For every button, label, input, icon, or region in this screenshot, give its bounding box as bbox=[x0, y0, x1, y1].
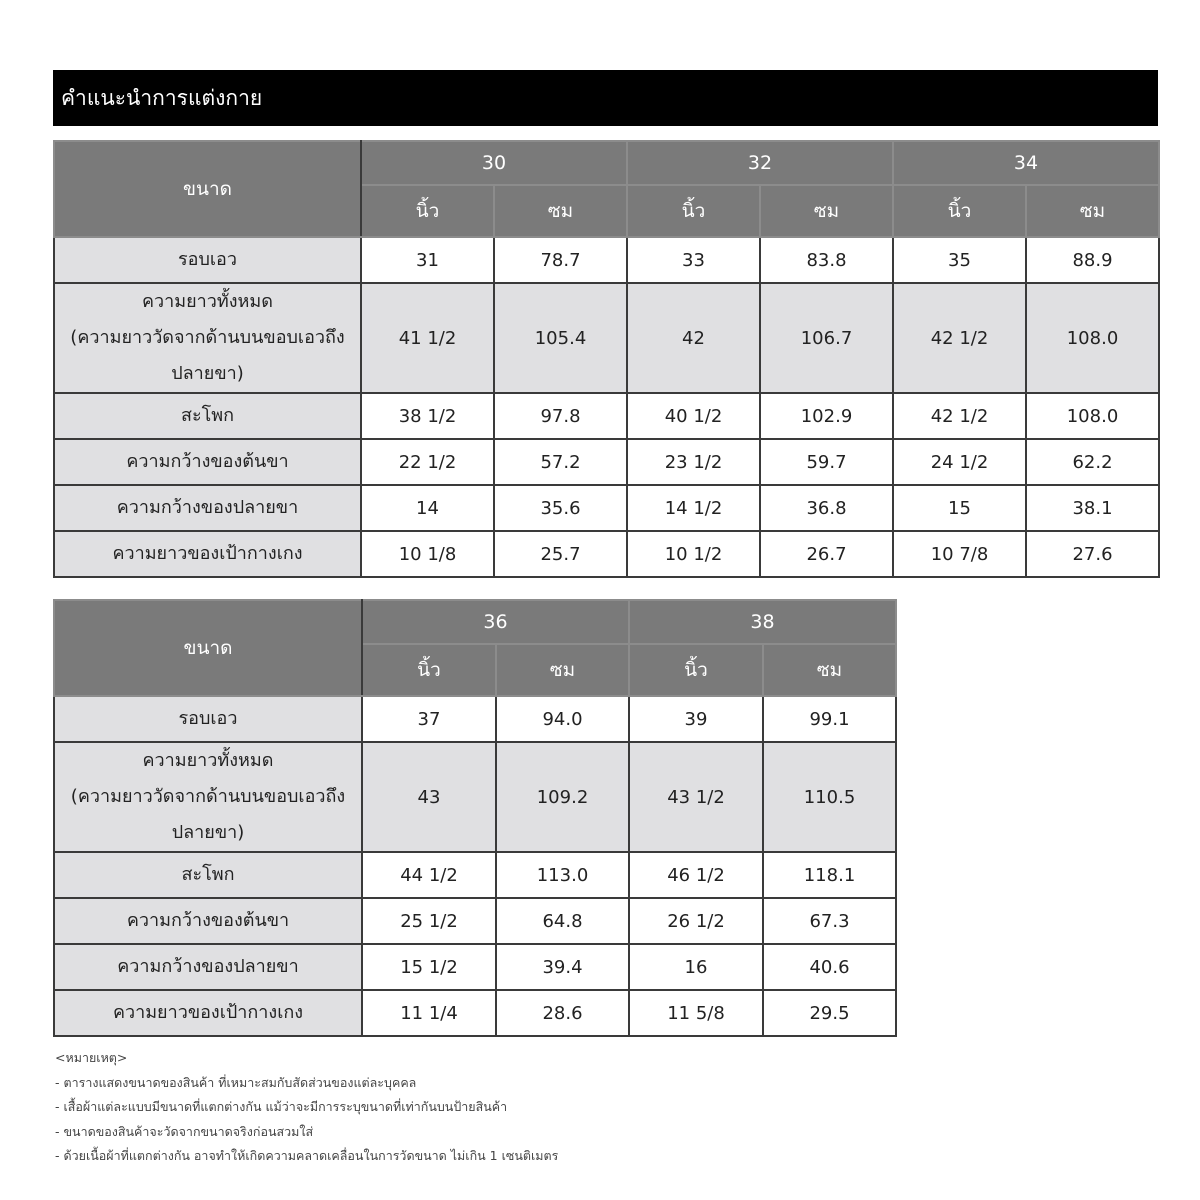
unit-cm-header: ซม bbox=[1026, 185, 1159, 237]
table-cell: 59.7 bbox=[760, 439, 893, 485]
unit-cm-header: ซม bbox=[494, 185, 627, 237]
table-cell: 118.1 bbox=[763, 852, 896, 898]
row-label-line: (ความยาววัดจากด้านบนขอบเอวถึง bbox=[70, 786, 346, 807]
size-column-header: 32 bbox=[627, 141, 893, 185]
row-label bbox=[54, 852, 362, 898]
table-cell: 24 1/2 bbox=[893, 439, 1026, 485]
table-cell: 28.6 bbox=[496, 990, 629, 1036]
table-cell: 46 1/2 bbox=[629, 852, 763, 898]
size-chart-table-1 bbox=[53, 140, 1160, 578]
table-cell: 23 1/2 bbox=[627, 439, 760, 485]
row-label-line: (ความยาววัดจากด้านบนขอบเอวถึง bbox=[70, 327, 345, 348]
table-row bbox=[54, 990, 896, 1036]
row-label bbox=[54, 485, 361, 531]
table-cell: 94.0 bbox=[496, 696, 629, 742]
table-cell: 26.7 bbox=[760, 531, 893, 577]
table-cell: 35 bbox=[893, 237, 1026, 283]
row-label-line: สะโพก bbox=[181, 864, 235, 885]
table-cell: 29.5 bbox=[763, 990, 896, 1036]
row-label-line: ปลายขา) bbox=[171, 822, 245, 843]
table-cell: 106.7 bbox=[760, 283, 893, 393]
row-label-line: ความกว้างของต้นขา bbox=[126, 451, 289, 472]
table-row bbox=[54, 393, 1159, 439]
row-label bbox=[54, 283, 361, 393]
table-cell: 105.4 bbox=[494, 283, 627, 393]
table-cell: 39 bbox=[629, 696, 763, 742]
unit-inch-header: นิ้ว bbox=[362, 644, 496, 696]
table-cell: 99.1 bbox=[763, 696, 896, 742]
note-line: - ขนาดของสินค้าจะวัดจากขนาดจริงก่อนสวมใส่ bbox=[55, 1123, 314, 1139]
table-cell: 40.6 bbox=[763, 944, 896, 990]
table-cell: 40 1/2 bbox=[627, 393, 760, 439]
table-cell: 108.0 bbox=[1026, 393, 1159, 439]
table-cell: 57.2 bbox=[494, 439, 627, 485]
table-cell: 38.1 bbox=[1026, 485, 1159, 531]
unit-cm-header: ซม bbox=[496, 644, 629, 696]
table-cell: 83.8 bbox=[760, 237, 893, 283]
table-cell: 43 1/2 bbox=[629, 742, 763, 852]
table-cell: 43 bbox=[362, 742, 496, 852]
row-label-line: ความกว้างของต้นขา bbox=[126, 910, 290, 931]
size-header: ขนาด bbox=[54, 600, 362, 696]
row-label-line: สะโพก bbox=[180, 405, 235, 426]
table-cell: 14 bbox=[361, 485, 494, 531]
table-cell: 15 bbox=[893, 485, 1026, 531]
row-label bbox=[54, 990, 362, 1036]
table-cell: 38 1/2 bbox=[361, 393, 494, 439]
table-row bbox=[54, 742, 896, 852]
size-column-header: 38 bbox=[629, 600, 896, 644]
row-label bbox=[54, 944, 362, 990]
table-cell: 110.5 bbox=[763, 742, 896, 852]
page-title bbox=[53, 70, 1158, 126]
size-chart-table-2 bbox=[53, 599, 897, 1037]
note-line: - เสื้อผ้าแต่ละแบบมีขนาดที่แตกต่างกัน แม้ว่าจะมีการระบุขนาดที่เท่ากันบนป้ายสินค้า bbox=[55, 1099, 508, 1114]
table-cell: 42 1/2 bbox=[893, 393, 1026, 439]
row-label bbox=[54, 898, 362, 944]
table-cell: 67.3 bbox=[763, 898, 896, 944]
table-cell: 14 1/2 bbox=[627, 485, 760, 531]
table-cell: 42 1/2 bbox=[893, 283, 1026, 393]
table-cell: 10 1/2 bbox=[627, 531, 760, 577]
table-cell: 16 bbox=[629, 944, 763, 990]
row-label-line: ความยาวทั้งหมด bbox=[142, 291, 273, 312]
table-cell: 10 7/8 bbox=[893, 531, 1026, 577]
table-cell: 25.7 bbox=[494, 531, 627, 577]
unit-inch-header: นิ้ว bbox=[361, 185, 494, 237]
table-row bbox=[54, 237, 1159, 283]
table-cell: 15 1/2 bbox=[362, 944, 496, 990]
unit-inch-header: นิ้ว bbox=[629, 644, 763, 696]
table-cell: 39.4 bbox=[496, 944, 629, 990]
row-label-line: ความยาวของเป้ากางเกง bbox=[112, 1002, 304, 1023]
row-label bbox=[54, 237, 361, 283]
table-cell: 26 1/2 bbox=[629, 898, 763, 944]
table-row bbox=[54, 944, 896, 990]
table-cell: 11 1/4 bbox=[362, 990, 496, 1036]
note-line: - ด้วยเนื้อผ้าที่แตกต่างกัน อาจทำให้เกิดความคลาดเคลื่อนในการวัดขนาด ไม่เกิน 1 เซนติเมตร bbox=[55, 1148, 559, 1163]
row-label-line: รอบเอว bbox=[178, 708, 238, 729]
row-label bbox=[54, 696, 362, 742]
table-row bbox=[54, 283, 1159, 393]
row-label-line: ความกว้างของปลายขา bbox=[117, 956, 299, 977]
table-cell: 27.6 bbox=[1026, 531, 1159, 577]
table-cell: 31 bbox=[361, 237, 494, 283]
table-row bbox=[54, 898, 896, 944]
row-label bbox=[54, 531, 361, 577]
row-label bbox=[54, 439, 361, 485]
size-chart-body bbox=[54, 696, 896, 1036]
table-row bbox=[54, 531, 1159, 577]
table-row bbox=[54, 485, 1159, 531]
table-row bbox=[54, 696, 896, 742]
size-column-header: 30 bbox=[361, 141, 627, 185]
table-cell: 108.0 bbox=[1026, 283, 1159, 393]
size-column-header: 36 bbox=[362, 600, 629, 644]
row-label-line: ความกว้างของปลายขา bbox=[116, 497, 299, 518]
table-cell: 42 bbox=[627, 283, 760, 393]
table-cell: 102.9 bbox=[760, 393, 893, 439]
size-column-header: 34 bbox=[893, 141, 1159, 185]
table-cell: 41 1/2 bbox=[361, 283, 494, 393]
table-cell: 78.7 bbox=[494, 237, 627, 283]
unit-cm-header: ซม bbox=[760, 185, 893, 237]
table-cell: 64.8 bbox=[496, 898, 629, 944]
table-cell: 22 1/2 bbox=[361, 439, 494, 485]
table-cell: 109.2 bbox=[496, 742, 629, 852]
table-cell: 36.8 bbox=[760, 485, 893, 531]
note-line: - ตารางแสดงขนาดของสินค้า ที่เหมาะสมกับสัดส่วนของแต่ละบุคคล bbox=[55, 1074, 417, 1090]
table-row bbox=[54, 852, 896, 898]
size-header: ขนาด bbox=[54, 141, 361, 237]
table-cell: 37 bbox=[362, 696, 496, 742]
table-cell: 113.0 bbox=[496, 852, 629, 898]
unit-inch-header: นิ้ว bbox=[627, 185, 760, 237]
row-label-line: ความยาวของเป้ากางเกง bbox=[112, 543, 303, 564]
table-cell: 88.9 bbox=[1026, 237, 1159, 283]
table-cell: 33 bbox=[627, 237, 760, 283]
table-cell: 10 1/8 bbox=[361, 531, 494, 577]
notes-section bbox=[55, 1046, 558, 1169]
page-title-text: คำแนะนำการแต่งกาย bbox=[61, 85, 263, 110]
table-cell: 11 5/8 bbox=[629, 990, 763, 1036]
row-label bbox=[54, 393, 361, 439]
table-cell: 25 1/2 bbox=[362, 898, 496, 944]
table-cell: 44 1/2 bbox=[362, 852, 496, 898]
notes-heading: <หมายเหตุ> bbox=[55, 1050, 128, 1065]
table-cell: 97.8 bbox=[494, 393, 627, 439]
row-label-line: รอบเอว bbox=[178, 249, 237, 270]
size-chart-body bbox=[54, 237, 1159, 577]
unit-inch-header: นิ้ว bbox=[893, 185, 1026, 237]
table-row bbox=[54, 439, 1159, 485]
row-label-line: ปลายขา) bbox=[171, 363, 244, 384]
unit-cm-header: ซม bbox=[763, 644, 896, 696]
row-label bbox=[54, 742, 362, 852]
table-cell: 35.6 bbox=[494, 485, 627, 531]
row-label-line: ความยาวทั้งหมด bbox=[142, 750, 274, 771]
table-cell: 62.2 bbox=[1026, 439, 1159, 485]
